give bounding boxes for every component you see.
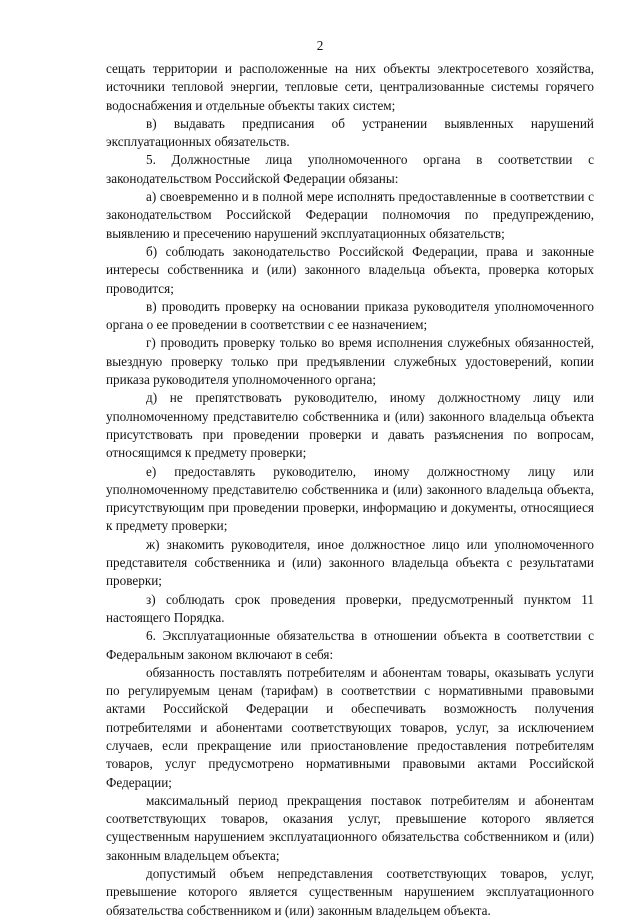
paragraph: в) выдавать предписания об устранении выявленных нарушений эксплуатационных обязательств. — [106, 115, 594, 150]
paragraph: 6. Эксплуатационные обязательства в отношении объекта в соответствии с Федеральным законом включают в себя: — [106, 628, 594, 662]
paragraph: 5. Должностные лица уполномоченного органа в соответствии с законодательством Российской Федерации обязаны: — [106, 152, 594, 186]
paragraph: е) предоставлять руководителю, иному должностному лицу или уполномоченному представителю собственника и (или) законного владельца объекта, присутствующим при проведении проверки, информацию и документы, относящиеся к предмету проверки; — [106, 463, 594, 534]
paragraph: б) соблюдать законодательство Российской Федерации, права и законные интересы собственника и (или) законного владельца объекта, проверка которых проводится; — [106, 243, 594, 296]
paragraph: з) соблюдать срок проведения проверки, предусмотренный пунктом 11 настоящего Порядка. — [106, 591, 594, 625]
paragraph: максимальный период прекращения поставок потребителям и абонентам соответствующих товаров, оказания услуг, превышение которого является существенным нарушением эксплуатационного обязательства собственником и (или) законным владельцем объекта; — [106, 792, 594, 863]
paragraph: сещать территории и расположенные на них объекты электросетевого хозяйства, источники тепловой энергии, тепловые сети, централизованные системы горячего водоснабжения и отдельные объекты таких систем; — [106, 61, 594, 113]
paragraph: д) не препятствовать руководителю, иному должностному лицу или уполномоченному представителю собственника и (или) законного владельца объекта присутствовать при проведении проверки и давать разъяснения по вопросам, относящимся к предмету проверки; — [106, 390, 594, 461]
paragraph: ж) знакомить руководителя, иное должностное лицо или уполномоченного представителя собственника и (или) законного владельца объекта с результатами проверки; — [106, 536, 594, 589]
paragraph: г) проводить проверку только во время исполнения служебных обязанностей, выездную проверку только при предъявлении служебных удостоверений, копии приказа руководителя уполномоченного органа; — [106, 335, 594, 388]
paragraph: в) проводить проверку на основании приказа руководителя уполномоченного органа о ее проведении в соответствии с ее назначением; — [106, 298, 594, 333]
paragraph: а) своевременно и в полной мере исполнять предоставленные в соответствии с законодательством Российской Федерации полномочия по предупреждению, выявлению и пресечению нарушений эксплуатационных обязательств; — [106, 189, 594, 241]
page-number: 2 — [316, 38, 324, 53]
paragraph: допустимый объем непредставления соответствующих товаров, услуг, превышение которого является существенным нарушением эксплуатационного обязательства собственником и (или) законным владельцем объекта. — [106, 866, 594, 918]
document-body — [106, 60, 594, 920]
paragraph: обязанность поставлять потребителям и абонентам товары, оказывать услуги по регулируемым ценам (тарифам) в соответствии с нормативными правовыми актами Российской Федерации и обеспечивать возможность получения потребителями и абонентами соответствующих товаров, услуг, за исключением случаев, если прекращение или приостановление предоставления потребителям товаров, услуг предусмотрено нормативными правовыми актами Российской Федерации; — [106, 664, 594, 790]
